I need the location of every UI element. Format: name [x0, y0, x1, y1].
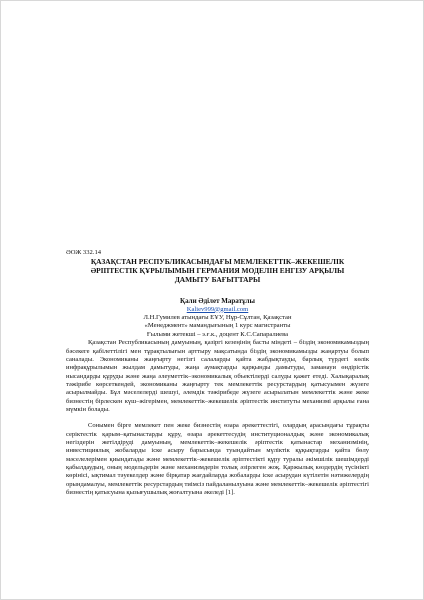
title-line: ӘРІПТЕСТІК ҚҰРЫЛЫМЫН ГЕРМАНИЯ МОДЕЛІН ЕНГІЗУ АРҚЫЛЫ [90, 266, 345, 276]
article-body [66, 249, 369, 505]
affiliation-university: Л.Н.Гумилев атындағы ЕҰУ, Нұр-Сұлтан, Қазақстан [143, 314, 292, 322]
udc-code: ӘОЖ 332.14 [66, 249, 102, 256]
author-email-link[interactable]: Kaliev999@gmail.com [186, 305, 249, 313]
body-paragraph: Сонымен бірге мемлекет пен жеке бизнестің өзара әрекеттестігі, олардың арасындағы тұрақты серіктестік қарым–қатынастарды құру, өзара әрекеттесудің институционалдық және экономикалық негіздерін жетілдіруді дамуының, мемлекеттік–жекешелік әріптестік қатынастар механизмінің, инвестициялық жобаларды іске асыру барысында туындайтын мүліктік құқықтарды қайта бөлу мәселелерімен қиындатады және мемлекеттік–жекешелік әріптестікті құру туралы әкімшілік шешімдерді қабылдаудың, оның модельдерін және механизмдерін толық әзірлеген жоқ. Қаржылық көздердің түсінікті көрінісі, ықтимал тәуекелдер және бірқатар жағдайларда жобаларды іске асырудан күтілетін нәтижелердің орындамалуы, мемлекеттік ресурстардың тиімсіз пайдаланылуына және мемлекеттік–жекешелік әріптестігі бизнестің қатысуына қызығушылық жоғалтуына әкеледі [1]. [66, 422, 369, 497]
affiliation-supervisor: Ғылыми жетекші – э.ғ.к., доцент К.С.Сапаралиева [146, 330, 289, 338]
title-line: ҚАЗАҚСТАН РЕСПУБЛИКАСЫНДАҒЫ МЕМЛЕКЕТТІК–ЖЕКЕШЕЛІК [90, 257, 345, 266]
affiliation-program: «Менеджмент» мамандығының 1 курс магистранты [144, 322, 291, 330]
author-name: Қали Әділет Маратұлы [180, 296, 255, 305]
title-line: ДАМЫТУ БАҒЫТТАРЫ [174, 275, 261, 285]
body-paragraph: Қазақстан Республикасының дамуының, қазіргі кезеңінің басты міндеті – біздің экономикамыздың бәсекеге қабілеттілігі мен тұрақтылығын арттыру мақсатында біздің экономикамызды жаңартуы болып саналады. Экономиканы жаңғырту негізгі салаларды қайта жабдықтауды, барлық түрдегі көлік инфрақұрылымын жылдам дамытуды, жаңа аумақтарды қарқынды дамытуды, заманауи өндірістік нысандарды құруды және жаңа әлеуметтік–экономикалық объектілерді салуды қажет етеді. Халықаралық тәжірибе көрсеткендей, экономиканы жаңғырту тек мемлекеттік ресурстардың қатысуымен жүзеге асырылмайды. Бұл мәселелерді шешуі, әлемдік тәжірибеде жүзеге асырылатын мемлекеттік және жеке бизнестің бірлескен күш–жігерімен, мемлекеттік–жекешелік әріптестік институты механизмі арқылы ғана мүмкін болады. [66, 339, 369, 413]
article-title [66, 257, 369, 285]
